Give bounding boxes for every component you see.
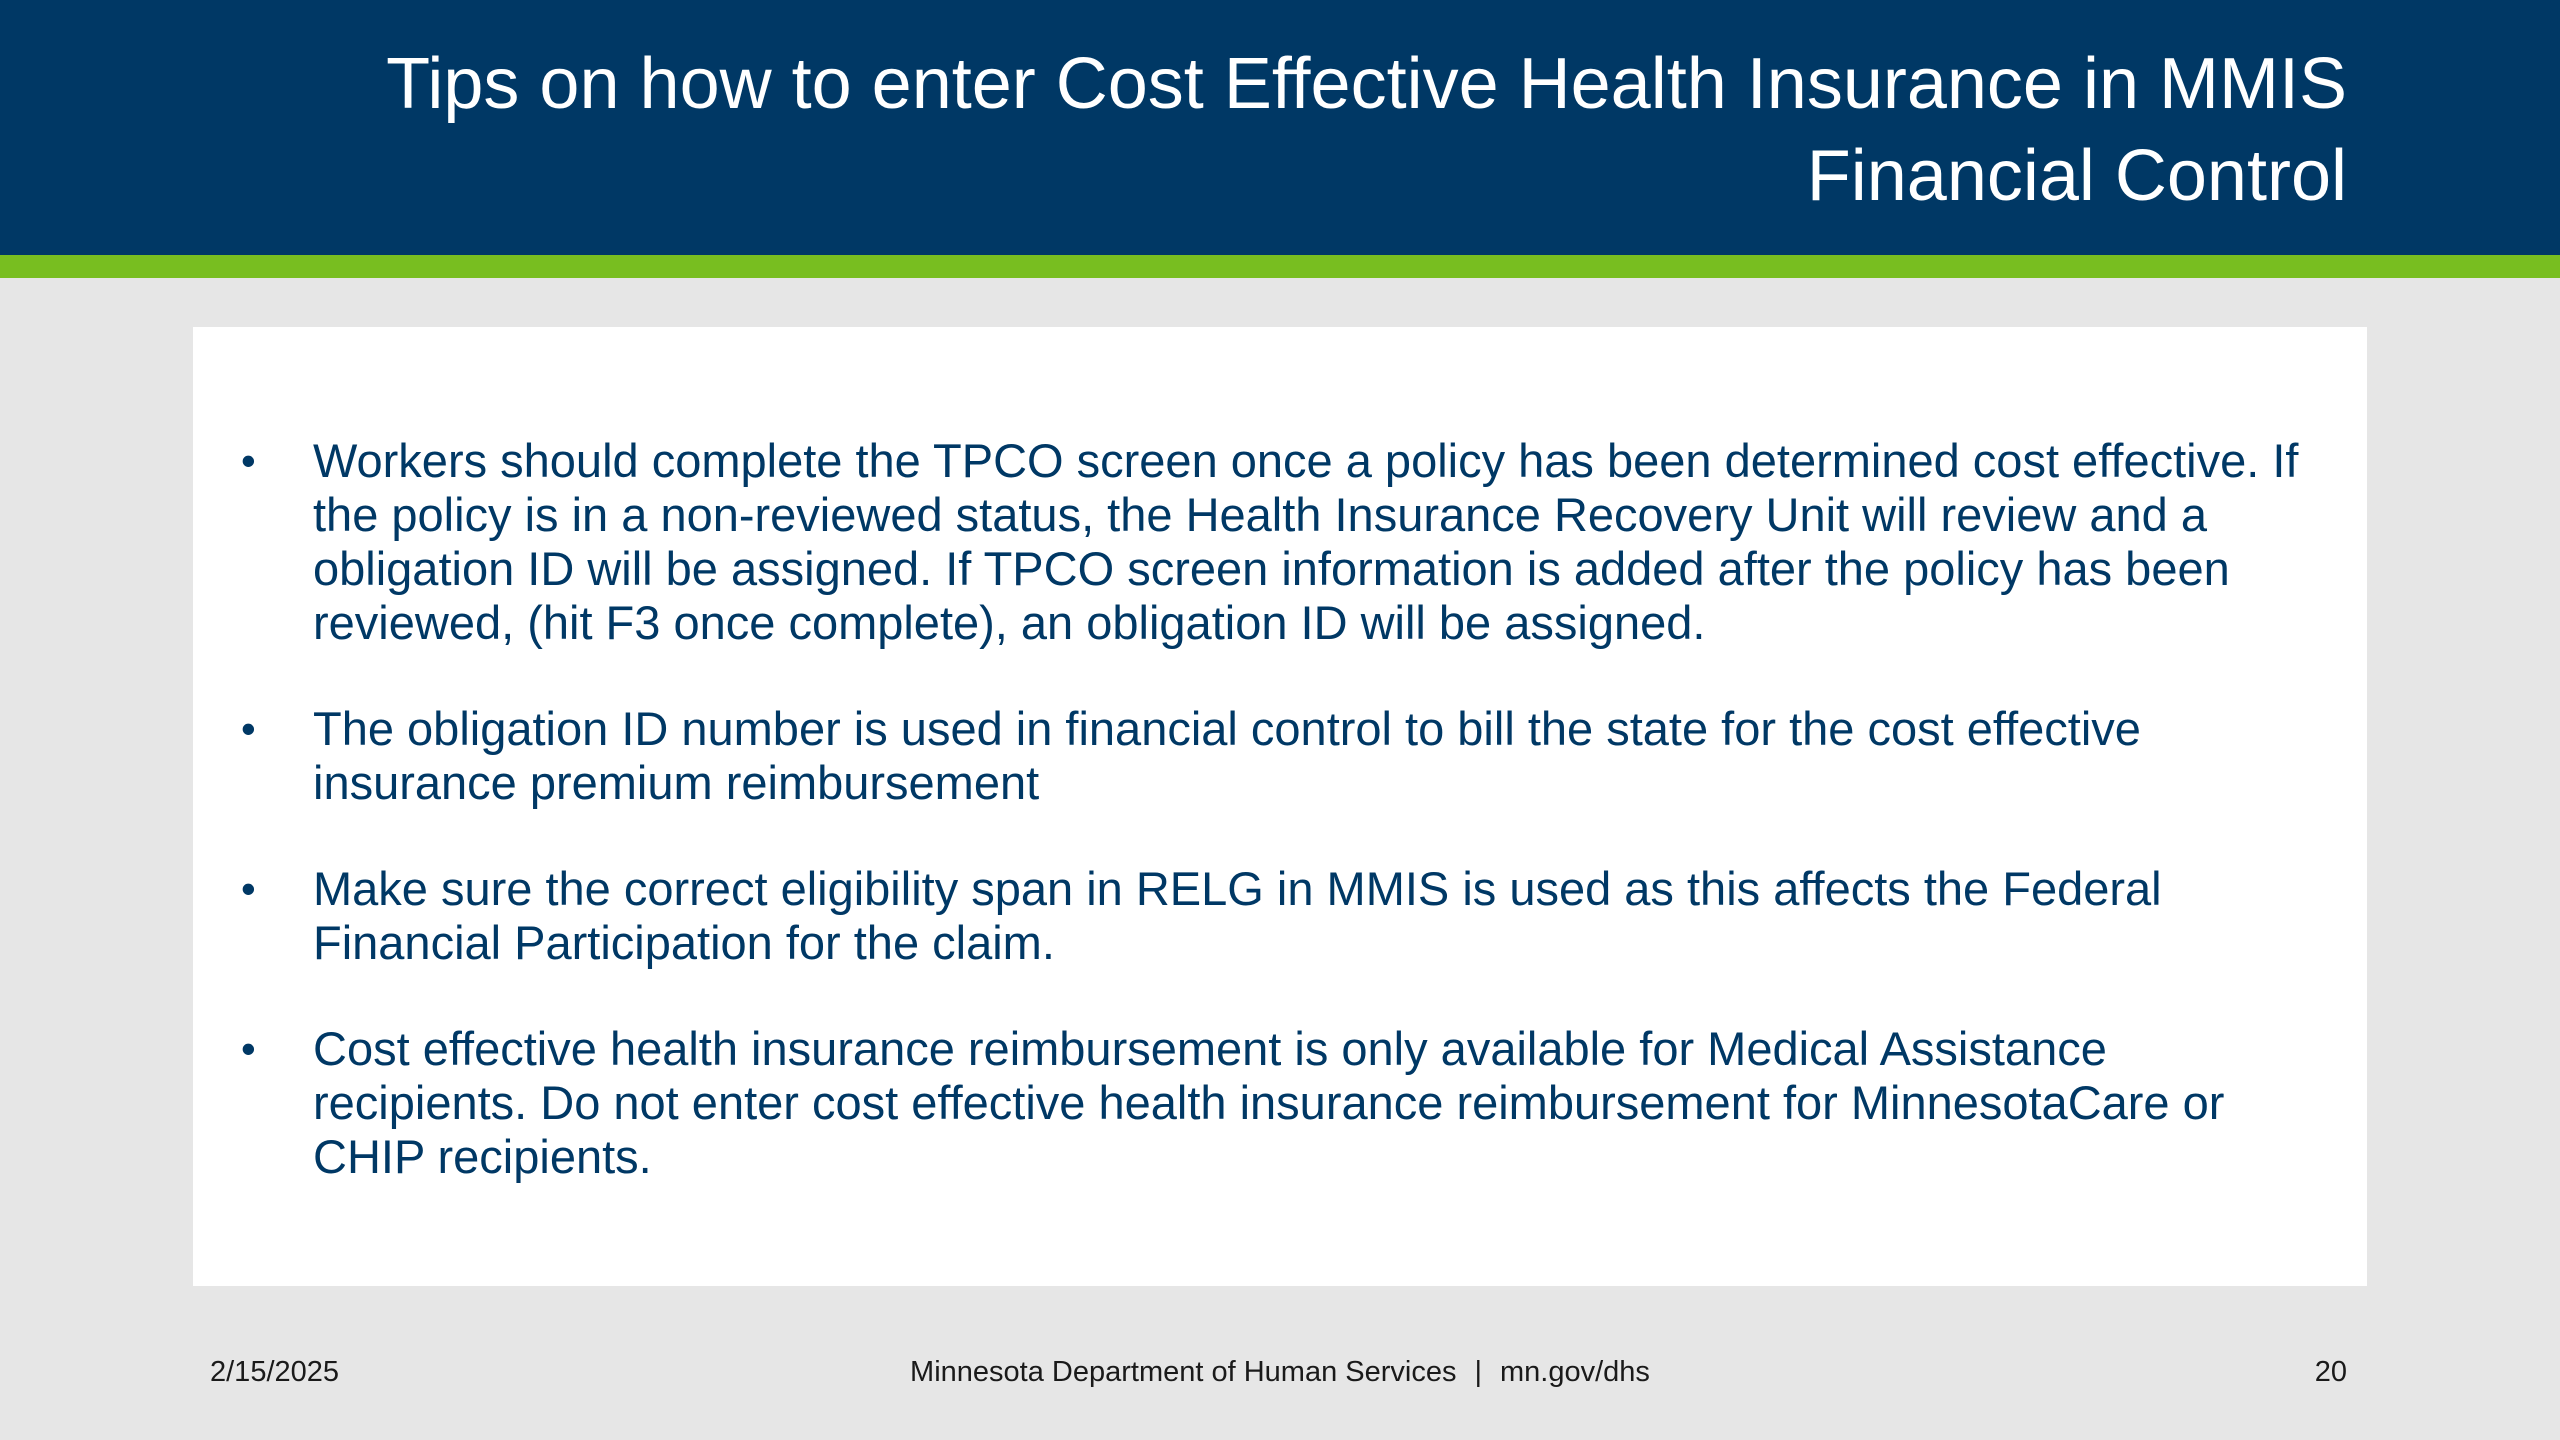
content-panel [193, 327, 2367, 1286]
bullet-item [193, 434, 2367, 650]
footer-organization: Minnesota Department of Human Services [910, 1356, 1457, 1388]
bullet-text: Cost effective health insurance reimbursement is only available for Medical Assistance recipients. Do not enter cost effective health insurance reimbursement for MinnesotaCare or CHIP recipients. [313, 1022, 2225, 1183]
slide-page-number: 20 [2314, 1356, 2347, 1388]
accent-divider [0, 255, 2560, 278]
footer-organization-line [0, 1354, 2560, 1390]
footer-separator: | [1474, 1356, 1483, 1388]
bullet-dot-icon: • [241, 437, 256, 484]
bullet-text: The obligation ID number is used in financial control to bill the state for the cost effective insurance premium reimbursement [313, 702, 2141, 809]
bullet-item [193, 862, 2367, 970]
bullet-list [193, 434, 2367, 1236]
footer-date: 2/15/2025 [210, 1356, 340, 1388]
bullet-dot-icon: • [241, 705, 256, 752]
footer-website: mn.gov/dhs [1500, 1356, 1650, 1388]
bullet-item [193, 702, 2367, 810]
title-banner [0, 0, 2560, 255]
slide-title: Tips on how to enter Cost Effective Health Insurance in MMIS Financial Control [386, 44, 2347, 216]
bullet-item [193, 1022, 2367, 1184]
bullet-dot-icon: • [241, 1025, 256, 1072]
bullet-text: Make sure the correct eligibility span in RELG in MMIS is used as this affects the Federal Financial Participation for the claim. [313, 862, 2162, 969]
bullet-text: Workers should complete the TPCO screen once a policy has been determined cost effective. If the policy is in a non-reviewed status, the Health Insurance Recovery Unit will review and a obligation ID will be assigned. If TPCO screen information is added after the policy has been reviewed, (hit F3 once complete), an obligation ID will be assigned. [313, 434, 2299, 649]
bullet-dot-icon: • [241, 865, 256, 912]
